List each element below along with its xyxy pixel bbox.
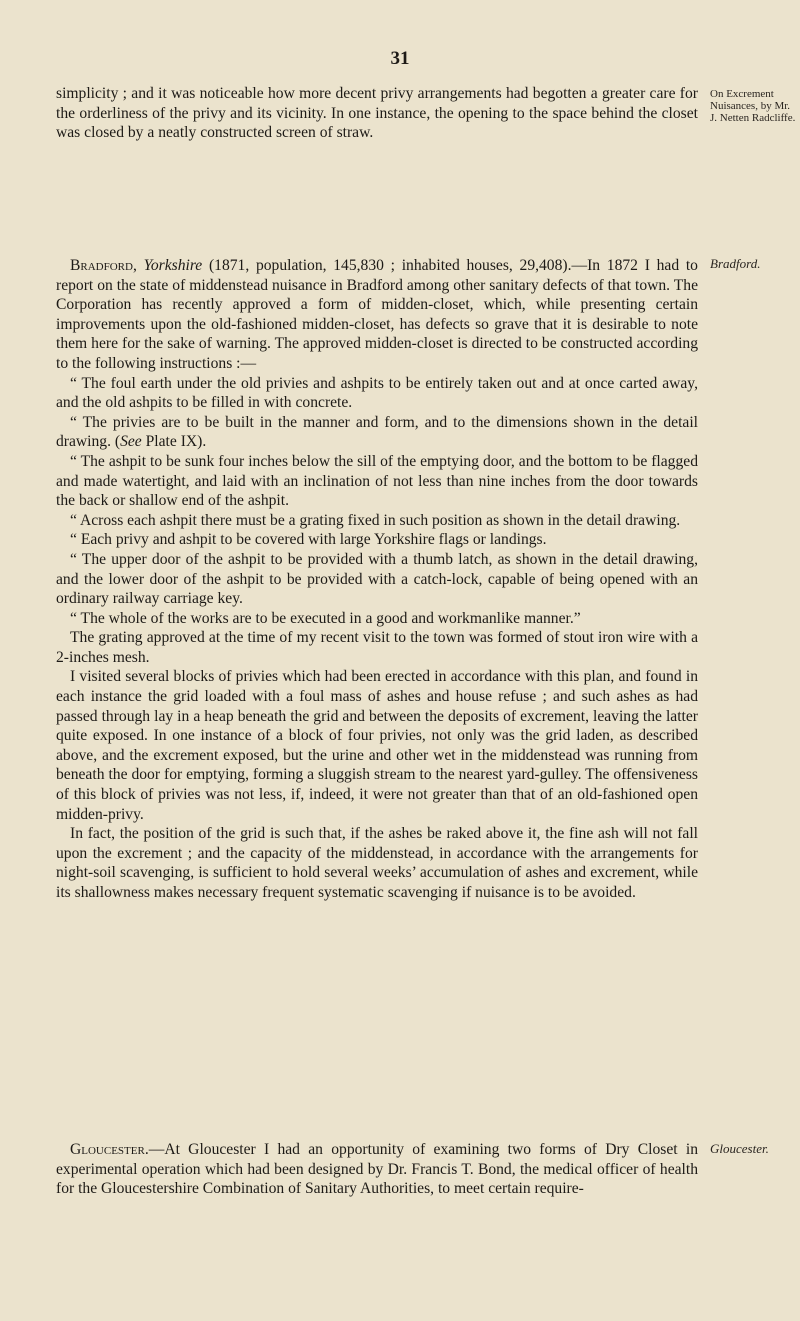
instruction-5: “ Each privy and ashpit to be covered with large Yorkshire flags or landings. <box>70 531 547 549</box>
grating-paragraph: The grating approved at the time of my recent visit to the town was formed of stout iron wire with a 2-inches mesh. <box>56 629 698 666</box>
margin-note-gloucester: Gloucester. <box>710 1141 769 1156</box>
instruction-4: “ Across each ashpit there must be a grating fixed in such position as shown in the detail drawing. <box>70 511 681 529</box>
instruction-3: “ The ashpit to be sunk four inches below the sill of the emptying door, and the bottom to be flagged and made watertight, and laid with an inclination of not less than nine inches from the door towards the back or shallow end of the ashpit. <box>56 452 698 510</box>
gloucester-text: —At Gloucester I had an opportunity of examining two forms of Dry Closet in experimental operation which had been designed by Dr. Francis T. Bond, the medical officer of health for the Gloucestershire Combination of Sanitary Authorities, to meet certain require- <box>56 1141 698 1198</box>
gloucester-lead: Gloucester. <box>70 1141 149 1158</box>
bradford-section <box>56 256 698 903</box>
bradford-county: Yorkshire <box>143 257 203 274</box>
instruction-2-see: See <box>120 433 142 451</box>
bradford-lead: Bradford, <box>70 257 137 274</box>
instruction-2 <box>56 413 698 452</box>
bradford-paragraph <box>56 256 698 374</box>
intro-section <box>56 84 698 143</box>
instruction-1: “ The foul earth under the old privies and ashpits to be entirely taken out and at once carted away, and the old ashpits to be filled in with concrete. <box>56 374 698 412</box>
visited-paragraph: I visited several blocks of privies which had been erected in accordance with this plan, and found in each instance the grid loaded with a foul mass of ashes and house refuse ; and such ashes as had passed through lay in a heap beneath the grid and between the deposits of excrement, leaving the latter quite exposed. In one instance of a block of four privies, not only was the grid laden, as described above, and the excrement exposed, but the urine and other wet in the middenstead was running from beneath the door for emptying, forming a sluggish stream to the nearest yard-gulley. The offensiveness of this block of privies was not less, if, indeed, it were not greater than that of an old-fashioned open midden-privy. <box>56 668 698 823</box>
page-number: 31 <box>390 48 410 69</box>
instruction-6: “ The upper door of the ashpit to be provided with a thumb latch, as shown in the detail drawing, and the lower door of the ashpit to be provided with a catch-lock, capable of being opened with an ordinary railway carriage key. <box>56 550 698 608</box>
instruction-2-text-b: Plate IX). <box>141 433 207 451</box>
margin-note-bradford: Bradford. <box>710 256 761 271</box>
instruction-7: “ The whole of the works are to be executed in a good and workmanlike manner.” <box>70 609 581 627</box>
gloucester-paragraph <box>56 1140 698 1199</box>
fact-paragraph: In fact, the position of the grid is such that, if the ashes be raked above it, the fine ash will not fall upon the excrement ; and the capacity of the middenstead, in accordance with the arrangements for night-soil scavenging, is sufficient to hold several weeks’ accumulation of ashes and excrement, while its shallowness makes necessary frequent systematic scavenging if nuisance is to be avoided. <box>56 825 698 901</box>
bradford-text: (1871, population, 145,830 ; inhabited houses, 29,408).—In 1872 I had to report on the state of middenstead nuisance in Bradford among other sanitary defects of that town. The Corporation has recently approved a form of midden-closet, which, while presenting certain improvements upon the old-fashioned midden-closet, has defects so grave that it is desirable to note them here for the sake of warning. The approved midden-closet is directed to be constructed according to the following instructions :— <box>56 257 698 372</box>
margin-note-excrement-nuisances: On Excrement Nuisances, by Mr. J. Netten Radcliffe. <box>710 88 796 124</box>
instruction-2-text-a: “ The privies are to be built in the manner and form, and to the dimensions shown in the detail drawing. ( <box>56 413 698 451</box>
intro-paragraph: simplicity ; and it was noticeable how more decent privy arrangements had begotten a greater care for the orderliness of the privy and its vicinity. In one instance, the opening to the space behind the closet was closed by a neatly constructed screen of straw. <box>56 85 698 142</box>
gloucester-section <box>56 1140 698 1199</box>
